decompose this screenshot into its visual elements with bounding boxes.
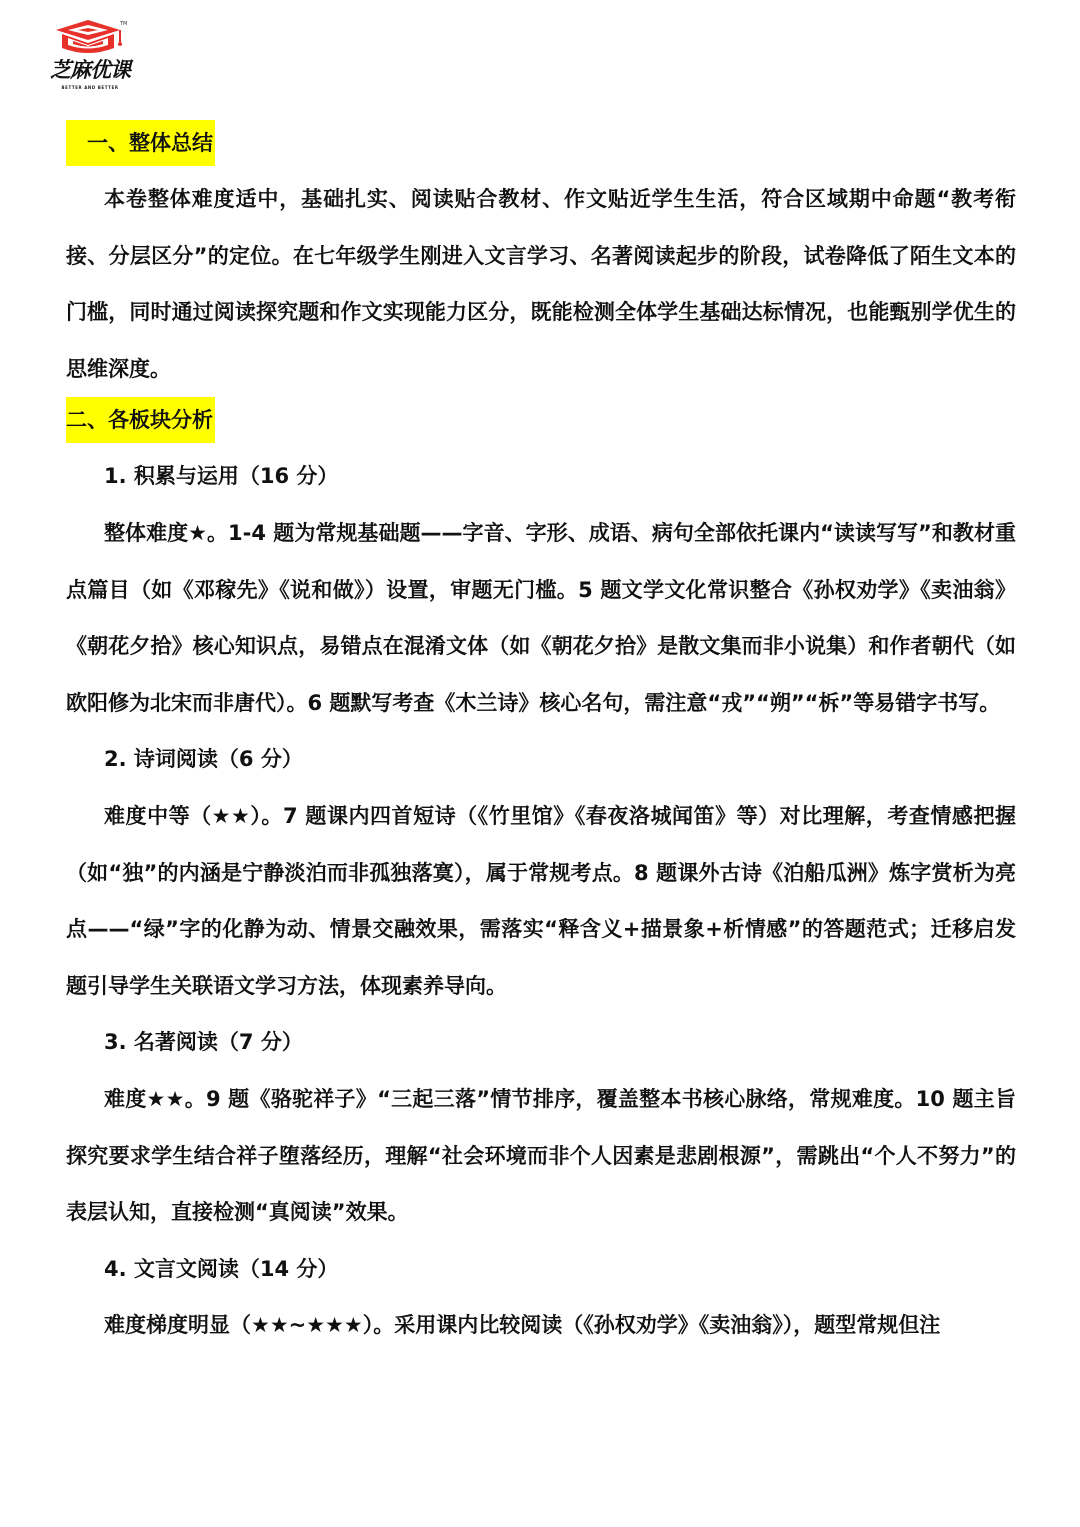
- subsection-heading-poetry: 2. 诗词阅读（6 分）: [104, 747, 303, 772]
- graduation-cap-logo-icon: [48, 18, 128, 60]
- trademark-mark: TM: [120, 21, 128, 27]
- subsection-heading-classics: 3. 名著阅读（7 分）: [104, 1030, 303, 1055]
- summary-paragraph: 本卷整体难度适中，基础扎实、阅读贴合教材、作文贴近学生生活，符合区域期中命题“教考衔接、分层区分”的定位。在七年级学生刚进入文言学习、名著阅读起步的阶段，试卷降低了陌生文本的门槛，同时通过阅读探究题和作文实现能力区分，既能检测全体学生基础达标情况，也能甄别学优生的思维深度。: [66, 187, 1016, 381]
- subsection-text-accumulation: 整体难度★。1-4 题为常规基础题——字音、字形、成语、病句全部依托课内“读读写写”和教材重点篇目（如《邓稼先》《说和做》）设置，审题无门槛。5 题文学文化常识整合《孙权劝学》《卖油翁》《朝花夕拾》核心知识点，易错点在混淆文体（如《朝花夕拾》是散文集而非小说集）和作者朝代（如欧阳修为北宋而非唐代）。6 题默写考查《木兰诗》核心名句，需注意“戎”“朔”“柝”等易错字书写。: [66, 520, 1016, 715]
- section-heading-summary: 一、整体总结: [66, 120, 215, 166]
- document-body: [66, 115, 1016, 1354]
- subsection-heading-classical-chinese: 4. 文言文阅读（14 分）: [104, 1256, 339, 1281]
- logo-tagline: BETTER AND BETTER: [61, 85, 119, 90]
- subsection-text-poetry: 难度中等（★★）。7 题课内四首短诗（《竹里馆》《春夜洛城闻笛》等）对比理解，考查情感把握（如“独”的内涵是宁静淡泊而非孤独落寞），属于常规考点。8 题课外古诗《泊船瓜洲》炼字赏析为亮点——“绿”字的化静为动、情景交融效果，需落实“释含义+描景象+析情感”的答题范式；迁移启发题引导学生关联语文学习方法，体现素养导向。: [66, 803, 1016, 998]
- subsection-text-classical-chinese: 难度梯度明显（★★~★★★）。采用课内比较阅读（《孙权劝学》《卖油翁》），题型常规但注: [104, 1313, 941, 1338]
- section-heading-analysis: 二、各板块分析: [66, 397, 215, 443]
- subsection-text-classics: 难度★★。9 题《骆驼祥子》“三起三落”情节排序，覆盖整本书核心脉络，常规难度。10 题主旨探究要求学生结合祥子堕落经历，理解“社会环境而非个人因素是悲剧根源”，需跳出“个人不努力”的表层认知，直接检测“真阅读”效果。: [66, 1086, 1016, 1225]
- subsection-heading-accumulation: 1. 积累与运用（16 分）: [104, 464, 339, 489]
- brand-logo: [40, 18, 140, 90]
- logo-name: 芝麻优课: [50, 58, 130, 82]
